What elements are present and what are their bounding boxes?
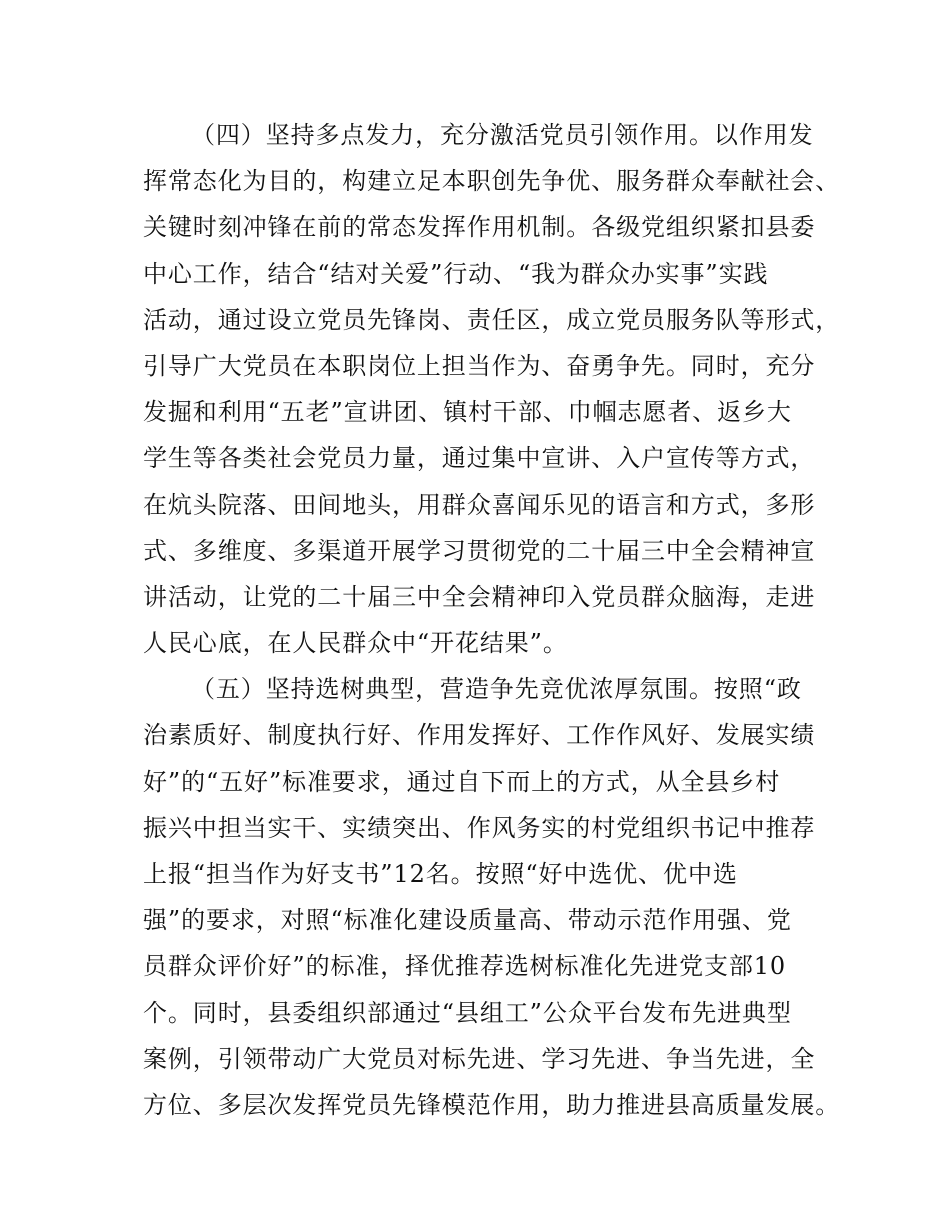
paragraph-4 bbox=[143, 112, 841, 666]
paragraph-line: 式、多维度、多渠道开展学习贯彻党的二十届三中全会精神宣 bbox=[143, 536, 816, 565]
paragraph-line: （四）坚持多点发力，充分激活党员引领作用。以作用发 bbox=[191, 121, 814, 149]
paragraph-line: 引导广大党员在本职岗位上担当作为、奋勇争先。同时，充分 bbox=[143, 351, 816, 380]
paragraph-line: 个。同时，县委组织部通过“县组工”公众平台发布先进典型 bbox=[143, 998, 792, 1027]
paragraph-line: 讲活动，让党的二十届三中全会精神印入党员群众脑海，走进 bbox=[143, 582, 816, 611]
paragraph-line: 在炕头院落、田间地头，用群众喜闻乐见的语言和方式，多形 bbox=[143, 490, 816, 519]
paragraph-line: 学生等各类社会党员力量，通过集中宣讲、入户宣传等方式， bbox=[143, 444, 816, 473]
paragraph-line: 中心工作，结合“结对关爱”行动、“我为群众办实事”实践 bbox=[143, 259, 769, 288]
paragraph-line: 治素质好、制度执行好、作用发挥好、工作作风好、发展实绩 bbox=[143, 721, 816, 750]
paragraph-line: 关键时刻冲锋在前的常态发挥作用机制。各级党组织紧扣县委 bbox=[143, 213, 816, 242]
paragraph-line: 活动，通过设立党员先锋岗、责任区，成立党员服务队等形式， bbox=[143, 305, 841, 334]
paragraph-line: 挥常态化为目的，构建立足本职创先争优、服务群众奉献社会、 bbox=[143, 167, 841, 196]
paragraph-line: 好”的“五好”标准要求，通过自下而上的方式，从全县乡村 bbox=[143, 767, 781, 796]
paragraph-5 bbox=[143, 666, 841, 1128]
paragraph-line: 方位、多层次发挥党员先锋模范作用，助力推进县高质量发展。 bbox=[143, 1090, 841, 1119]
paragraph-line: 案例，引领带动广大党员对标先进、学习先进、争当先进，全 bbox=[143, 1044, 816, 1073]
paragraph-line: 发掘和利用“五老”宣讲团、镇村干部、巾帼志愿者、返乡大 bbox=[143, 398, 792, 427]
paragraph-line: 振兴中担当实干、实绩突出、作风务实的村党组织书记中推荐 bbox=[143, 813, 816, 842]
paragraph-line: 人民心底，在人民群众中“开花结果”。 bbox=[143, 629, 568, 658]
paragraph-line: （五）坚持选树典型，营造争先竞优浓厚氛围。按照“政 bbox=[191, 675, 802, 704]
paragraph-line: 强”的要求，对照“标准化建设质量高、带动示范作用强、党 bbox=[143, 906, 792, 935]
document-body bbox=[143, 112, 841, 1128]
paragraph-line: 员群众评价好”的标准，择优推荐选树标准化先进党支部10 bbox=[143, 952, 787, 981]
paragraph-line: 上报“担当作为好支书”12名。按照“好中选优、优中选 bbox=[143, 860, 738, 888]
